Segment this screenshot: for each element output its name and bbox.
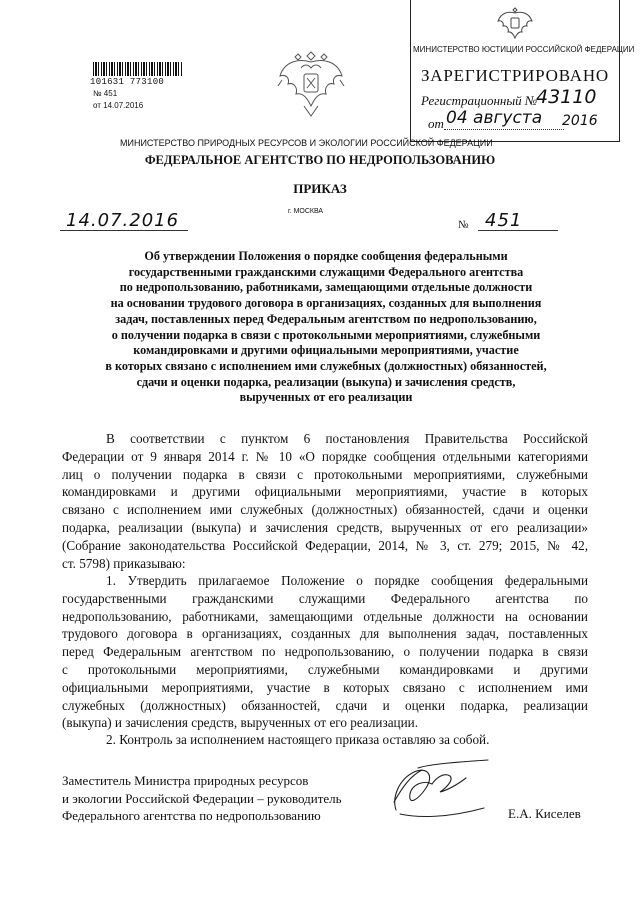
- body-line: Федерации от 9 января 2014 г. № 10 «О порядке сообщения отдельными категориями: [62, 448, 588, 464]
- signer-name: Е.А. Киселев: [508, 806, 581, 821]
- title-line: государственными гражданскими служащими Федерального агентства: [128, 264, 524, 279]
- item-1-paragraph: [62, 572, 588, 732]
- signer-position-line: Федерального агентства по недропользованию: [62, 808, 321, 824]
- body-line: недропользованию, работниками, замещающими отдельные должности на основании: [62, 608, 588, 624]
- title-line: в которых связано с исполнением ими служебных (должностных) обязанностей,: [105, 358, 547, 373]
- order-date-underline: [60, 230, 188, 231]
- signer-position-line: Заместитель Министра природных ресурсов: [62, 773, 309, 788]
- stamp-reg-number-label: Регистрационный №: [421, 93, 538, 108]
- title-line: Об утверждении Положения о порядке сообщения федеральными: [144, 249, 508, 263]
- body-line: служебных (должностных) обязанностей, сдачи и оценки подарка, реализации: [62, 697, 588, 713]
- body-line: лиц о получении подарка в связи с протокольными мероприятиями, служебными: [62, 466, 588, 482]
- signer-position-line: и экологии Российской Федерации – руководитель: [62, 790, 342, 806]
- coat-of-arms-emblem: [276, 44, 346, 122]
- body-line: официальными мероприятиями, участие в которых связано с исполнением ими: [62, 679, 588, 695]
- stamp-year-value: 2016: [562, 113, 598, 129]
- body-line: ст. 5798) приказываю:: [62, 555, 186, 571]
- body-line: 1. Утвердить прилагаемое Положение о порядке сообщения федеральными: [106, 573, 588, 588]
- body-line: В соответствии с пунктом 6 постановления Правительства Российской: [106, 431, 588, 446]
- order-date: 14.07.2016: [66, 210, 180, 231]
- registration-number: № 451: [93, 89, 118, 98]
- barcode-number: 101631 773100: [90, 77, 165, 87]
- stamp-date-underline: [444, 129, 564, 130]
- title-line: вырученных от его реализации: [239, 390, 413, 405]
- barcode: [93, 62, 183, 76]
- agency-name: ФЕДЕРАЛЬНОЕ АГЕНТСТВО ПО НЕДРОПОЛЬЗОВАНИЮ: [144, 153, 496, 167]
- title-line: командировками и другими официальными мероприятиями, участие: [133, 343, 519, 358]
- signer-position: [62, 772, 342, 825]
- ministry-header: МИНИСТЕРСТВО ПРИРОДНЫХ РЕСУРСОВ И ЭКОЛОГИИ РОССИЙСКОЙ ФЕДЕРАЦИИ: [120, 138, 493, 148]
- stamp-date-prefix: от: [428, 116, 444, 131]
- order-number: 451: [485, 210, 523, 231]
- stamp-registered: ЗАРЕГИСТРИРОВАНО: [420, 66, 610, 85]
- handwritten-signature: [388, 758, 500, 824]
- stamp-emblem: [495, 4, 535, 42]
- registration-date: от 14.07.2016: [93, 101, 144, 110]
- stamp-date-value: 04 августа: [446, 108, 543, 128]
- order-number-prefix: №: [458, 219, 469, 231]
- title-line: сдачи и оценки подарка, реализации (выкупа) и зачисления средств,: [136, 374, 516, 389]
- stamp-ministry: МИНИСТЕРСТВО ЮСТИЦИИ РОССИЙСКОЙ ФЕДЕРАЦИИ: [413, 45, 635, 54]
- body-line: (Собрание законодательства Российской Федерации, 2014, № 3, ст. 279; 2015, № 42,: [62, 537, 588, 553]
- body-line: перед Федеральным агентством по недропользованию, о получении подарка в связи: [62, 644, 588, 660]
- title-line: о получении подарка в связи с протокольными мероприятиями, служебными: [111, 327, 541, 342]
- document-title: [62, 249, 590, 406]
- title-line: на основании трудового договора в организациях, созданных для выполнения: [110, 296, 542, 311]
- document-type: ПРИКАЗ: [293, 181, 347, 196]
- stamp-reg-number-value: 43110: [536, 86, 597, 108]
- title-line: задач, поставленных перед Федеральным агентством по недропользованию,: [115, 311, 537, 326]
- preamble-paragraph: [62, 430, 588, 572]
- body-line: командировками и другими официальными мероприятиями, участие в которых: [62, 484, 588, 500]
- item-2-paragraph: 2. Контроль за исполнением настоящего приказа оставляю за собой.: [106, 732, 490, 747]
- body-line: трудового договора в организациях, созданных для выполнения задач, поставленных: [62, 626, 588, 642]
- order-number-underline: [478, 230, 558, 231]
- city: г. МОСКВА: [288, 208, 324, 215]
- body-line: государственными гражданскими служащими Федерального агентства по: [62, 590, 588, 606]
- body-line: с протокольными мероприятиями, служебными командировками и другими: [62, 661, 588, 677]
- body-line: (выкупа) и зачисления средств, вырученных от его реализации.: [62, 715, 419, 731]
- body-line: связано с исполнением ими служебных (должностных) обязанностей, сдачи и оценки: [62, 502, 588, 518]
- body-line: подарка, реализации (выкупа) и зачисления средств, вырученных от его реализации»: [62, 519, 588, 535]
- title-line: по недропользованию, работниками, замещающими отдельные должности: [119, 280, 533, 295]
